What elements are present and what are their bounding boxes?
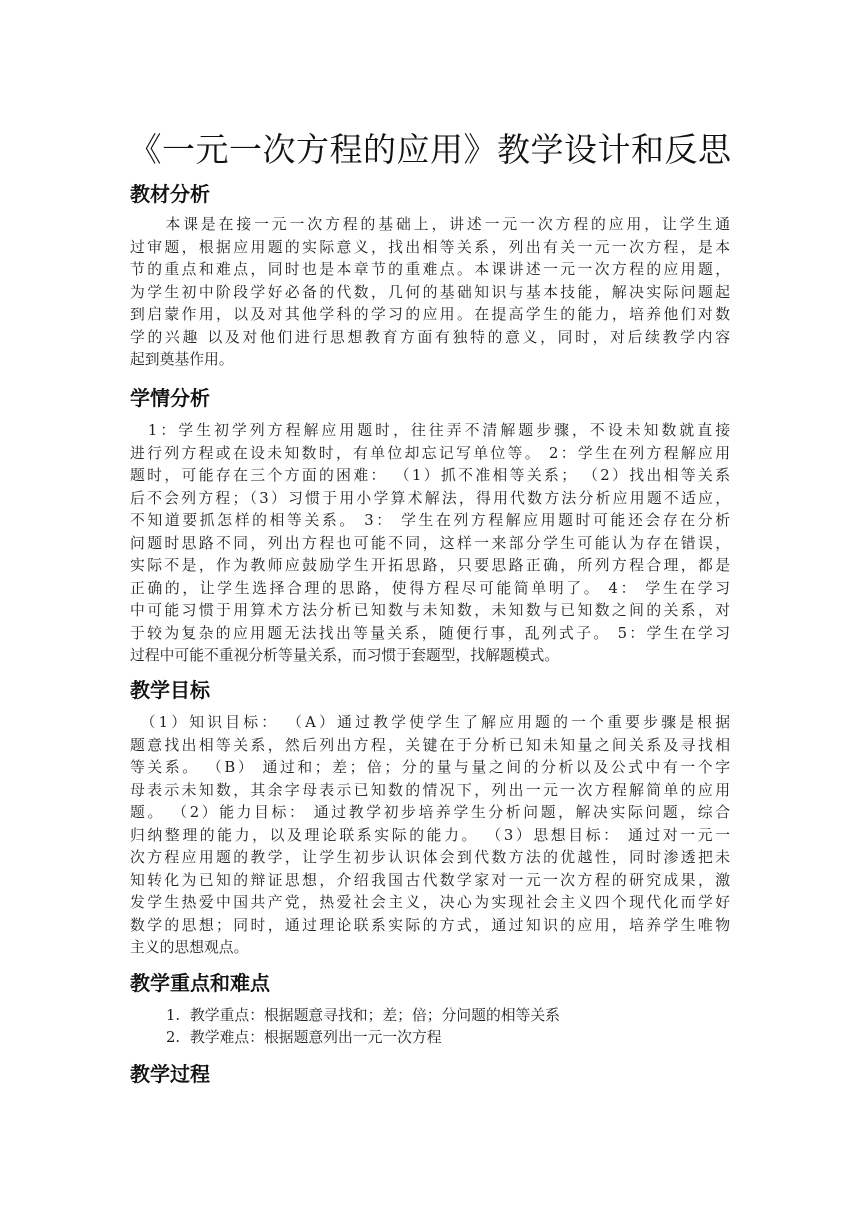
text-line: 主义的思想观点。	[130, 939, 249, 956]
section-paragraph-textbook-analysis	[130, 214, 730, 372]
text-line: 不知道要抓怎样的相等关系。 3： 学生在列方程解应用题时可能还会存在分析	[130, 512, 730, 529]
list-item-text: 教学难点：根据题意列出一元一次方程	[190, 1029, 442, 1046]
text-line: 实际不是，作为教师应鼓励学生开拓思路，只要思路正确，所列方程合理，都是	[130, 557, 730, 574]
document-title: 《一元一次方程的应用》教学设计和反思	[128, 130, 732, 169]
text-line: 到启蒙作用，以及对其他学科的学习的应用。在提高学生的能力，培养他们对数	[130, 306, 730, 323]
text-line: 题时，可能存在三个方面的困难： （1）抓不准相等关系； （2）找出相等关系	[130, 467, 730, 484]
text-line: 进行列方程或在设未知数时，有单位却忘记写单位等。 2：学生在列方程解应用	[130, 444, 730, 462]
section-heading-key-points: 教学重点和难点	[130, 971, 270, 995]
text-line: 1：学生初学列方程解应用题时，往往弄不清解题步骤，不设未知数就直接	[130, 422, 730, 439]
list-item	[166, 1005, 726, 1027]
text-line: 题。 （2）能力目标： 通过教学初步培养学生分析问题，解决实际问题，综合	[130, 804, 730, 821]
text-line: 起到奠基作用。	[130, 351, 234, 368]
section-heading-teaching-process: 教学过程	[130, 1062, 210, 1086]
text-line: 学的兴趣 以及对他们进行思想教育方面有独特的意义，同时，对后续教学内容	[130, 328, 730, 346]
text-line: 问题时思路不同，列出方程也可能不同，这样一来部分学生可能认为存在错误，	[130, 534, 730, 552]
key-points-list	[166, 1005, 726, 1049]
text-line: 发学生热爱中国共产党，热爱社会主义，决心为实现社会主义四个现代化而学好	[130, 894, 730, 911]
section-heading-textbook-analysis: 教材分析	[130, 182, 210, 206]
text-line: 归纳整理的能力，以及理论联系实际的能力。 （3）思想目标： 通过对一元一	[130, 826, 730, 844]
text-line: 题意找出相等关系，然后列出方程，关键在于分析已知未知量之间关系及寻找相	[130, 736, 730, 754]
text-line: 节的重点和难点，同时也是本章节的重难点。本课讲述一元一次方程的应用题，	[130, 261, 730, 278]
section-paragraph-teaching-objectives	[130, 712, 730, 960]
list-item-number: 1.	[166, 1007, 181, 1024]
text-line: 过审题，根据应用题的实际意义，找出相等关系，列出有关一元一次方程，是本	[130, 238, 730, 256]
list-item-text: 教学重点：根据题意寻找和；差；倍；分问题的相等关系	[190, 1007, 560, 1024]
text-line: 数学的思想；同时，通过理论联系实际的方式，通过知识的应用，培养学生唯物	[130, 916, 730, 934]
text-line: 次方程应用题的教学，让学生初步认识体会到代数方法的优越性，同时渗透把未	[130, 849, 730, 866]
text-line: 本课是在接一元一次方程的基础上，讲述一元一次方程的应用，让学生通	[130, 216, 730, 233]
text-line: （1）知识目标： （A）通过教学使学生了解应用题的一个重要步骤是根据	[130, 714, 730, 731]
text-line: 知转化为已知的辩证思想，介绍我国古代数学家对一元一次方程的研究成果，激	[130, 871, 730, 889]
text-line: 中可能习惯于用算术方法分析已知数与未知数，未知数与已知数之间的关系，对	[130, 602, 730, 619]
section-heading-teaching-objectives: 教学目标	[130, 678, 210, 702]
text-line: 过程中可能不重视分析等量关系，而习惯于套题型，找解题模式。	[130, 647, 560, 664]
text-line: 母表示未知数，其余字母表示已知数的情况下，列出一元一次方程解简单的应用	[130, 781, 730, 799]
section-heading-student-analysis: 学情分析	[130, 386, 210, 410]
text-line: 等关系。 （B） 通过和；差；倍；分的量与量之间的分析以及公式中有一个字	[130, 759, 730, 776]
section-paragraph-student-analysis	[130, 420, 730, 668]
text-line: 为学生初中阶段学好必备的代数，几何的基础知识与基本技能，解决实际问题起	[130, 283, 730, 301]
list-item-number: 2.	[166, 1029, 181, 1046]
text-line: 后不会列方程；（3）习惯于用小学算术解法，得用代数方法分析应用题不适应，	[130, 489, 730, 507]
text-line: 正确的，让学生选择合理的思路，使得方程尽可能简单明了。 4： 学生在学习	[130, 579, 730, 597]
text-line: 于较为复杂的应用题无法找出等量关系，随便行事，乱列式子。 5：学生在学习	[130, 624, 730, 642]
list-item	[166, 1027, 726, 1049]
